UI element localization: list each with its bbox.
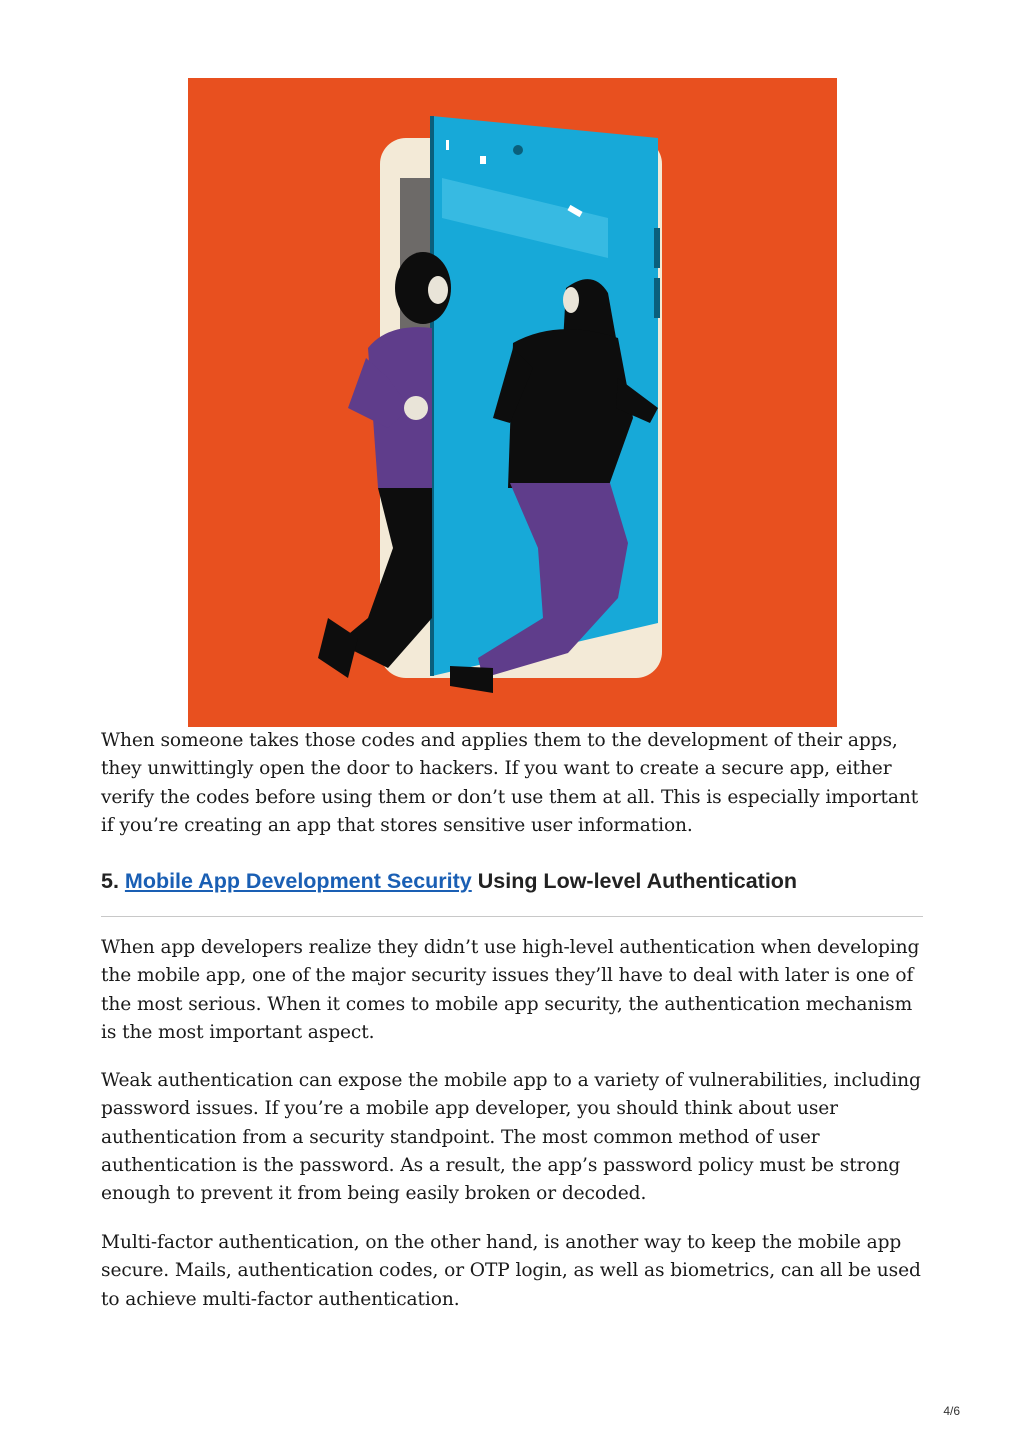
hackers-phone-illustration xyxy=(188,78,837,727)
paragraph-weak-authentication: Weak authentication can expose the mobile app to a variety of vulnerabilities, including password issues. If you’re a mobile app developer, you should think about user authentication from a security standpoint. The most common method of user authentication is the password. As a result, the app’s password policy must be strong enough to prevent it from being easily broken or decoded. xyxy=(101,1070,921,1205)
lock-icon xyxy=(480,156,486,164)
signal-icon xyxy=(446,140,449,150)
right-hacker-shoe xyxy=(450,666,493,693)
heading-divider xyxy=(101,916,923,917)
phone-side-button-top xyxy=(654,228,660,268)
paragraph-code-risks: When someone takes those codes and applies them to the development of their apps, they unwittingly open the door to hackers. If you want to create a secure app, either verify the codes before using them or don’t use them at all. This is especially important if you’re creating an app that stores sensitive user information. xyxy=(101,730,919,836)
left-hacker-hand xyxy=(404,396,428,420)
heading-rest: Using Low-level Authentication xyxy=(471,869,798,893)
phone-side-button-bottom xyxy=(654,278,660,318)
paragraph-multi-factor: Multi-factor authentication, on the other hand, is another way to keep the mobile app secure. Mails, authentication codes, or OTP login, as well as biometrics, can all be used to achieve multi-factor authentication. xyxy=(101,1232,921,1310)
left-hacker-face xyxy=(428,276,448,304)
left-hacker-shoe xyxy=(318,618,358,678)
heading-number: 5. xyxy=(101,869,125,893)
page-number: 4/6 xyxy=(943,1404,960,1418)
mobile-app-security-link[interactable]: Mobile App Development Security xyxy=(124,869,472,893)
right-hacker-face xyxy=(563,287,579,313)
right-hacker-body xyxy=(508,329,633,488)
camera-icon xyxy=(513,145,523,155)
paragraph-authentication-intro: When app developers realize they didn’t use high-level authentication when developing the mobile app, one of the major security issues they’ll have to deal with later is one of the most serious. When it comes to mobile app security, the authentication mechanism is the most important aspect. xyxy=(101,937,920,1043)
section-heading xyxy=(101,866,923,896)
illustration-svg xyxy=(188,78,837,727)
